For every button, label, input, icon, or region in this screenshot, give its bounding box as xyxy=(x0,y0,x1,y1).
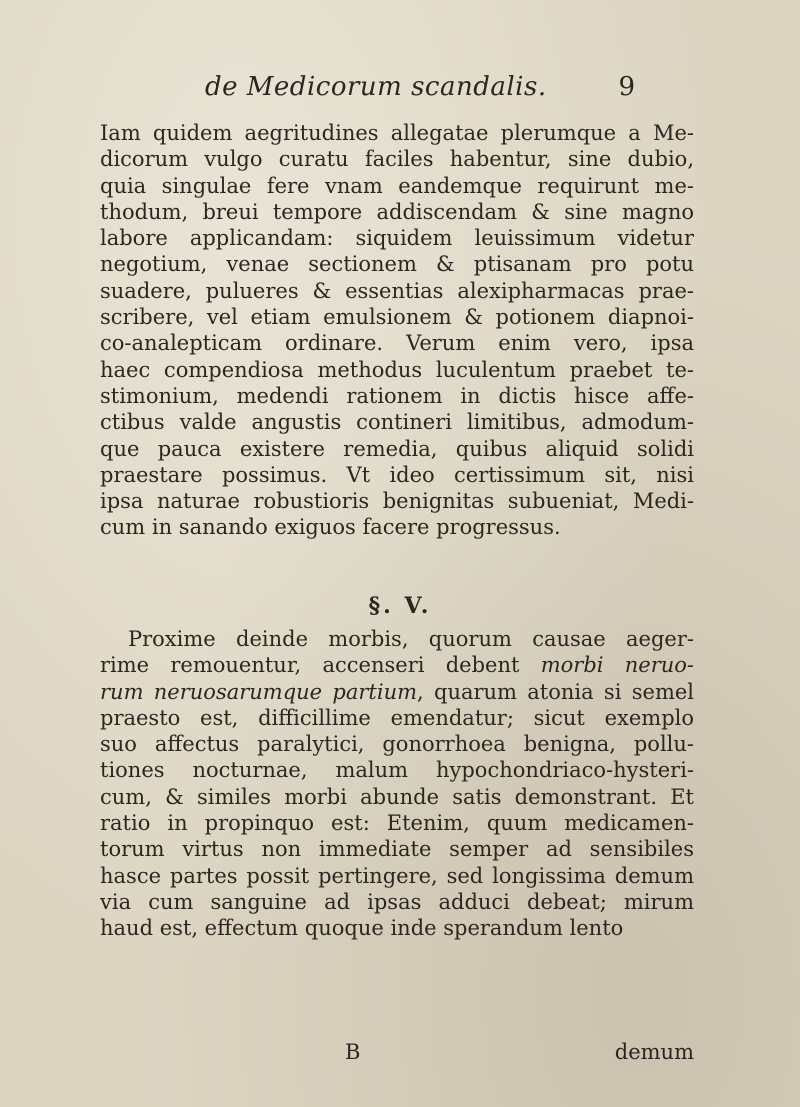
text-line: dicorum vulgo curatu faciles habentur, sine dubio, xyxy=(100,147,694,172)
italic-phrase: morbi neruo- xyxy=(540,653,694,678)
text-line: Iam quidem aegritudines allegatae plerumque a Me- xyxy=(100,121,694,145)
catchword: demum xyxy=(614,1040,694,1064)
text-line-with-italic xyxy=(100,679,694,705)
text-line: torum virtus non immediate semper ad sensibiles xyxy=(100,837,694,862)
text-line: hasce partes possit pertingere, sed longissima demum xyxy=(100,863,694,888)
text-line: thodum, breui tempore addiscendam & sine magno xyxy=(100,199,694,224)
text-line: cum, & similes morbi abunde satis demonstrant. Et xyxy=(100,784,694,809)
text-line: via cum sanguine ad ipsas adduci debeat; mirum xyxy=(100,889,694,914)
section-heading: §. V. xyxy=(368,593,432,619)
text-segment: , quarum atonia si semel xyxy=(417,679,694,704)
paragraph-1 xyxy=(100,120,694,541)
text-line: negotium, venae sectionem & ptisanam pro potu xyxy=(100,252,694,277)
text-line: quia singulae fere vnam eandemque requirunt me- xyxy=(100,173,694,198)
text-line: praesto est, difficillime emendatur; sicut exemplo xyxy=(100,705,694,730)
text-line: suadere, pulueres & essentias alexipharmacas prae- xyxy=(100,278,694,303)
text-line: tiones nocturnae, malum hypochondriaco-hysteri- xyxy=(100,758,694,783)
paragraph-2 xyxy=(100,626,694,942)
text-line: suo affectus paralytici, gonorrhoea benigna, pollu- xyxy=(100,732,694,757)
text-line: labore applicandam: siquidem leuissimum videtur xyxy=(100,226,694,251)
text-line: ratio in propinquo est: Etenim, quum medicamen- xyxy=(100,811,694,836)
text-line: que pauca existere remedia, quibus aliquid solidi xyxy=(100,436,694,461)
running-title: de Medicorum scandalis. xyxy=(205,72,547,102)
text-line: praestare possimus. Vt ideo certissimum sit, nisi xyxy=(100,462,694,487)
text-line: haec compendiosa methodus luculentum praebet te- xyxy=(100,357,694,382)
text-line: cum in sanando exiguos facere progressus. xyxy=(100,515,561,540)
text-line: Proxime deinde morbis, quorum causae aeger- xyxy=(128,627,694,651)
italic-phrase: rum neruosarumque partium xyxy=(100,679,418,704)
text-line-with-italic xyxy=(100,652,694,678)
page-footer xyxy=(100,1040,694,1068)
page-header xyxy=(205,72,635,106)
signature-mark: B xyxy=(345,1040,361,1064)
text-line: stimonium, medendi rationem in dictis hisce affe- xyxy=(100,383,694,408)
text-segment: rime remouentur, accenseri debent xyxy=(100,653,520,678)
text-line: ipsa naturae robustioris benignitas subueniat, Medi- xyxy=(100,489,694,514)
text-line: ctibus valde angustis contineri limitibus, admodum- xyxy=(100,410,694,435)
text-line: co-analepticam ordinare. Verum enim vero, ipsa xyxy=(100,331,694,356)
text-line: haud est, effectum quoque inde sperandum lento xyxy=(100,916,624,941)
text-line: scribere, vel etiam emulsionem & potionem diapnoi- xyxy=(100,305,694,330)
page-number: 9 xyxy=(618,72,635,102)
